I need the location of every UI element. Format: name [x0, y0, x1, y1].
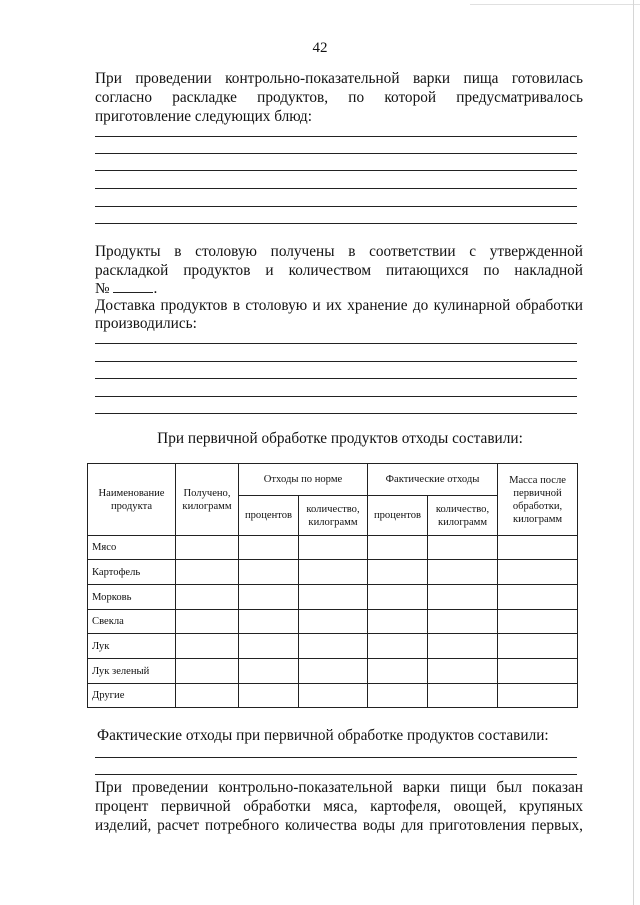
- header-actual-percent: процентов: [368, 496, 428, 536]
- fill-line: [95, 136, 577, 137]
- fill-line: [95, 413, 577, 414]
- fill-line: [95, 396, 577, 397]
- table-cell[interactable]: [176, 536, 239, 560]
- table-cell[interactable]: [176, 634, 239, 659]
- table-cell[interactable]: [239, 634, 299, 659]
- waste-table: [87, 463, 578, 708]
- table-cell[interactable]: [428, 634, 498, 659]
- row-label: Свекла: [88, 610, 176, 634]
- table-cell[interactable]: [239, 659, 299, 684]
- table-cell[interactable]: [299, 536, 368, 560]
- paragraph-1-line-3: приготовление следующих блюд:: [95, 108, 312, 125]
- header-norm-percent: процентов: [239, 496, 299, 536]
- fill-line: [95, 206, 577, 207]
- table-cell[interactable]: [176, 610, 239, 634]
- table-cell[interactable]: [368, 585, 428, 610]
- table-cell[interactable]: [299, 634, 368, 659]
- fill-line: [95, 223, 577, 224]
- scan-edge-top: [470, 4, 640, 5]
- table-cell[interactable]: [239, 684, 299, 708]
- header-mass-after: Масса после первичной обработки, килограмм: [498, 464, 578, 536]
- table-cell[interactable]: [498, 634, 578, 659]
- table-cell[interactable]: [428, 560, 498, 585]
- invoice-number-blank: [113, 280, 153, 293]
- row-label: Другие: [88, 684, 176, 708]
- row-label: Картофель: [88, 560, 176, 585]
- table-cell[interactable]: [299, 659, 368, 684]
- row-label: Лук: [88, 634, 176, 659]
- table-row: [88, 659, 578, 684]
- table-cell[interactable]: [368, 610, 428, 634]
- header-norm-waste: Отходы по норме: [239, 464, 368, 496]
- scan-edge-right: [633, 0, 634, 905]
- table-row: [88, 560, 578, 585]
- table-cell[interactable]: [299, 610, 368, 634]
- table-row: [88, 610, 578, 634]
- table-row: [88, 585, 578, 610]
- table-heading: При первичной обработке продуктов отходы составили:: [157, 430, 523, 447]
- table-cell[interactable]: [368, 634, 428, 659]
- table-cell[interactable]: [428, 610, 498, 634]
- table-cell[interactable]: [428, 585, 498, 610]
- paragraph-4-line-2: процент первичной обработки мяса, картофеля, овощей, крупяных: [95, 798, 583, 815]
- invoice-number-period: .: [153, 280, 158, 297]
- table-row: [88, 536, 578, 560]
- invoice-number-sign: №: [95, 280, 110, 297]
- paragraph-2-line-2: раскладкой продуктов и количеством питающихся по накладной: [95, 262, 583, 279]
- paragraph-3-line-1: Доставка продуктов в столовую и их хранение до кулинарной обработки: [95, 297, 583, 314]
- paragraph-1-line-2: согласно раскладке продуктов, по которой предусматривалось: [95, 89, 583, 106]
- fill-line: [95, 188, 577, 189]
- table-cell[interactable]: [498, 536, 578, 560]
- row-label: Морковь: [88, 585, 176, 610]
- table-cell[interactable]: [428, 536, 498, 560]
- paragraph-4-line-3: изделий, расчет потребного количества воды для приготовления первых,: [95, 817, 583, 834]
- header-actual-waste: Фактические отходы: [368, 464, 498, 496]
- table-cell[interactable]: [239, 560, 299, 585]
- table-cell[interactable]: [239, 610, 299, 634]
- table-cell[interactable]: [239, 536, 299, 560]
- fill-line: [95, 757, 577, 758]
- table-cell[interactable]: [368, 684, 428, 708]
- table-cell[interactable]: [299, 585, 368, 610]
- table-cell[interactable]: [368, 659, 428, 684]
- table-cell[interactable]: [239, 585, 299, 610]
- fill-line: [95, 361, 577, 362]
- fill-line: [95, 170, 577, 171]
- row-label: Мясо: [88, 536, 176, 560]
- page-number: 42: [312, 40, 328, 56]
- table-cell[interactable]: [498, 659, 578, 684]
- table-cell[interactable]: [299, 684, 368, 708]
- header-actual-quantity: количество, килограмм: [428, 496, 498, 536]
- table-cell[interactable]: [368, 560, 428, 585]
- table-cell[interactable]: [498, 560, 578, 585]
- header-received: Получено, килограмм: [176, 464, 239, 536]
- table-cell[interactable]: [498, 684, 578, 708]
- table-row: [88, 684, 578, 708]
- table-cell[interactable]: [428, 659, 498, 684]
- row-label: Лук зеленый: [88, 659, 176, 684]
- table-cell[interactable]: [176, 659, 239, 684]
- table-cell[interactable]: [498, 610, 578, 634]
- paragraph-3-line-2: производились:: [95, 315, 197, 332]
- table-cell[interactable]: [299, 560, 368, 585]
- table-row: [88, 634, 578, 659]
- paragraph-1-line-1: При проведении контрольно-показательной варки пища готовилась: [95, 70, 583, 87]
- table-cell[interactable]: [176, 585, 239, 610]
- paragraph-2-line-1: Продукты в столовую получены в соответствии с утвержденной: [95, 243, 583, 260]
- fill-line: [95, 343, 577, 344]
- fill-line: [95, 378, 577, 379]
- fill-line: [95, 153, 577, 154]
- table-cell[interactable]: [176, 560, 239, 585]
- table-cell[interactable]: [176, 684, 239, 708]
- table-cell[interactable]: [368, 536, 428, 560]
- fill-line: [95, 774, 577, 775]
- table-cell[interactable]: [498, 585, 578, 610]
- paragraph-4-line-1: При проведении контрольно-показательной варки пищи был показан: [95, 779, 583, 796]
- actual-waste-text: Фактические отходы при первичной обработке продуктов составили:: [97, 727, 549, 744]
- header-product-name: Наименование продукта: [88, 464, 176, 536]
- header-norm-quantity: количество, килограмм: [299, 496, 368, 536]
- table-cell[interactable]: [428, 684, 498, 708]
